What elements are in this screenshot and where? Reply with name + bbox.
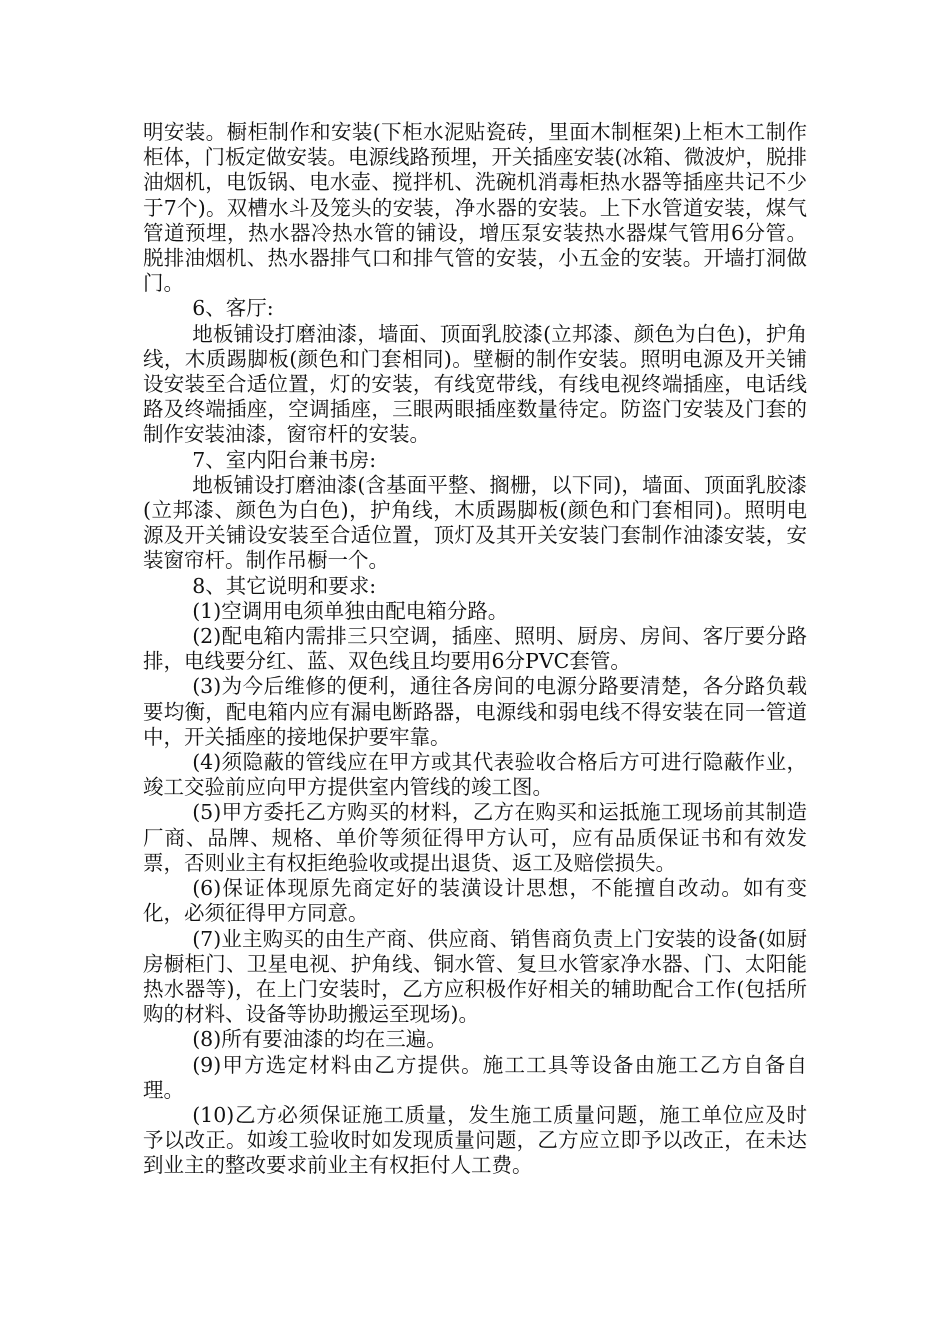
- requirement-item-3: (3)为今后维修的便利，通往各房间的电源分路要清楚，各分路负载要均衡，配电箱内应有漏电断路器，电源线和弱电线不得安装在同一管道中，开关插座的接地保护要牢靠。: [143, 674, 807, 749]
- requirement-item-9: (9)甲方选定材料由乙方提供。施工工具等设备由施工乙方自备自理。: [143, 1052, 807, 1102]
- document-body: [143, 120, 807, 1179]
- requirement-item-1: (1)空调用电须单独由配电箱分路。: [192, 598, 509, 623]
- requirement-item-6: (6)保证体现原先商定好的装潢设计思想，不能擅自改动。如有变化，必须征得甲方同意。: [143, 876, 807, 926]
- requirement-item-5: (5)甲方委托乙方购买的材料，乙方在购买和运抵施工现场前其制造厂商、品牌、规格、单价等须征得甲方认可，应有品质保证书和有效发票，否则业主有权拒绝验收或提出退货、返工及赔偿损失。: [143, 800, 807, 875]
- paragraph-balcony-study: 地板铺设打磨油漆(含基面平整、搁栅，以下同)，墙面、顶面乳胶漆(立邦漆、颜色为白色)，护角线，木质踢脚板(颜色和门套相同)。照明电源及开关铺设安装至合适位置，顶灯及其开关安装门套制作油漆安装，安装窗帘杆。制作吊橱一个。: [143, 472, 807, 573]
- requirement-item-8: (8)所有要油漆的均在三遍。: [192, 1027, 447, 1052]
- requirement-item-2: (2)配电箱内需排三只空调，插座、照明、厨房、房间、客厅要分路排，电线要分红、蓝、双色线且均要用6分PVC套管。: [143, 624, 807, 674]
- heading-balcony-study: 7、室内阳台兼书房:: [192, 447, 377, 472]
- paragraph-living-room: 地板铺设打磨油漆，墙面、顶面乳胶漆(立邦漆、颜色为白色)，护角线，木质踢脚板(颜色和门套相同)。壁橱的制作安装。照明电源及开关铺设安装至合适位置，灯的安装，有线宽带线，有线电视终端插座，电话线路及终端插座，空调插座，三眼两眼插座数量待定。防盗门安装及门套的制作安装油漆，窗帘杆的安装。: [143, 321, 807, 447]
- requirement-item-4: (4)须隐蔽的管线应在甲方或其代表验收合格后方可进行隐蔽作业，竣工交验前应向甲方提供室内管线的竣工图。: [143, 750, 807, 800]
- paragraph-kitchen-continued: 明安装。橱柜制作和安装(下柜水泥贴瓷砖，里面木制框架)上柜木工制作柜体，门板定做安装。电源线路预埋，开关插座安装(冰箱、微波炉，脱排油烟机，电饭锅、电水壶、搅拌机、洗碗机消毒柜热水器等插座共记不少于7个)。双槽水斗及笼头的安装，净水器的安装。上下水管道安装，煤气管道预埋，热水器冷热水管的铺设，增压泵安装热水器煤气管用6分管。脱排油烟机、热水器排气口和排气管的安装，小五金的安装。开墙打洞做门。: [143, 120, 807, 296]
- requirement-item-10: (10)乙方必须保证施工质量，发生施工质量问题，施工单位应及时予以改正。如竣工验收时如发现质量问题，乙方应立即予以改正，在未达到业主的整改要求前业主有权拒付人工费。: [143, 1102, 807, 1178]
- heading-other-requirements: 8、其它说明和要求:: [192, 573, 377, 598]
- requirement-item-7: (7)业主购买的由生产商、供应商、销售商负责上门安装的设备(如厨房橱柜门、卫星电视、护角线、铜水管、复旦水管家净水器、门、太阳能热水器等)，在上门安装时，乙方应积极作好相关的辅助配合工作(包括所购的材料、设备等协助搬运至现场)。: [143, 926, 807, 1027]
- heading-living-room: 6、客厅:: [192, 296, 274, 321]
